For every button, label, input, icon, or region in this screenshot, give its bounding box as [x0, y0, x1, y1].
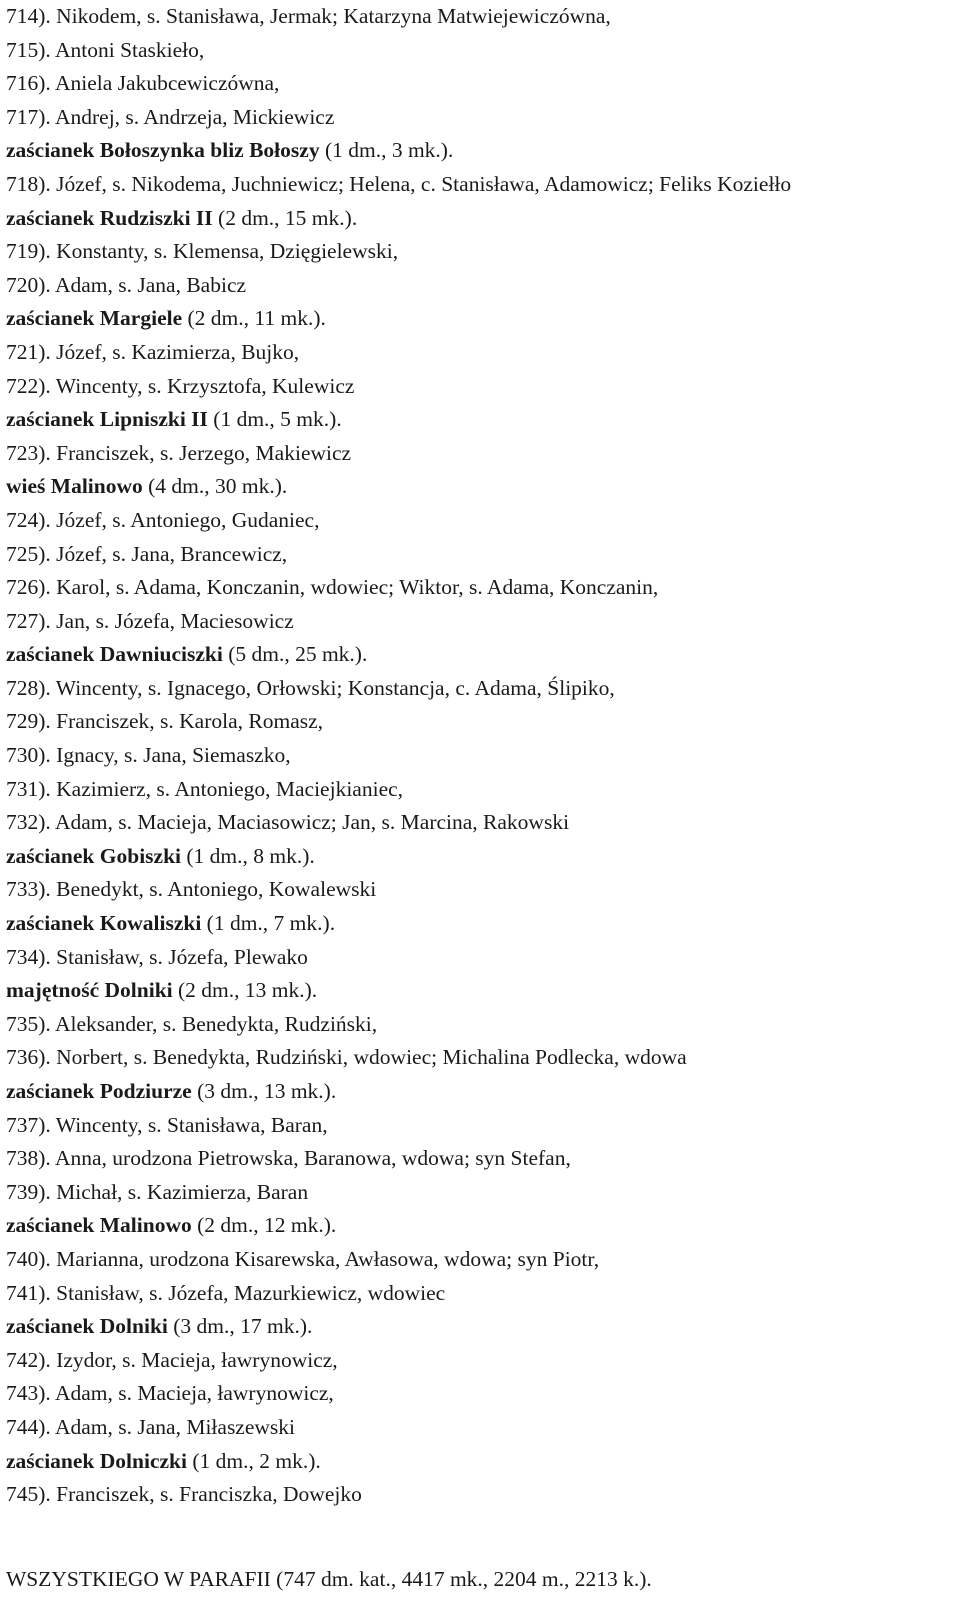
entry-text: 728). Wincenty, s. Ignacego, Orłowski; Konstancja, c. Adama, Ślipiko,: [6, 675, 615, 700]
settlement-line: [6, 974, 951, 1008]
settlement-counts: (4 dm., 30 mk.).: [142, 474, 288, 499]
entry-line: [6, 806, 951, 840]
entry-text: 739). Michał, s. Kazimierza, Baran: [6, 1179, 309, 1204]
entry-line: [6, 504, 951, 538]
settlement-counts: (1 dm., 3 mk.).: [319, 138, 454, 163]
settlement-name: zaścianek Rudziszki II: [6, 205, 213, 230]
settlement-line: [6, 638, 951, 672]
settlement-line: [6, 907, 951, 941]
entry-line: [6, 269, 951, 303]
entry-text: 742). Izydor, s. Macieja, ławrynowicz,: [6, 1347, 338, 1372]
entry-text: 726). Karol, s. Adama, Konczanin, wdowiec; Wiktor, s. Adama, Konczanin,: [6, 575, 659, 600]
settlement-name: majętność Dolniki: [6, 978, 173, 1003]
entry-text: 720). Adam, s. Jana, Babicz: [6, 272, 247, 297]
settlement-counts: (2 dm., 12 mk.).: [191, 1213, 337, 1238]
settlement-name: zaścianek Margiele: [6, 306, 183, 331]
settlement-name: zaścianek Dolniczki: [6, 1448, 187, 1473]
entry-line: [6, 705, 951, 739]
settlement-name: zaścianek Gobiszki: [6, 843, 182, 868]
entry-text: 741). Stanisław, s. Józefa, Mazurkiewicz, wdowiec: [6, 1280, 446, 1305]
settlement-line: [6, 302, 951, 336]
entry-line: [6, 0, 951, 34]
entry-text: 738). Anna, urodzona Pietrowska, Baranowa, wdowa; syn Stefan,: [6, 1146, 571, 1171]
entry-line: [6, 1176, 951, 1210]
entry-line: [6, 235, 951, 269]
entry-line: [6, 67, 951, 101]
entry-text: 714). Nikodem, s. Stanisława, Jermak; Katarzyna Matwiejewiczówna,: [6, 4, 611, 28]
entry-line: [6, 1109, 951, 1143]
entry-line: [6, 34, 951, 68]
entry-text: 723). Franciszek, s. Jerzego, Makiewicz: [6, 440, 352, 465]
entry-text: 729). Franciszek, s. Karola, Romasz,: [6, 709, 324, 734]
settlement-counts: (2 dm., 15 mk.).: [212, 205, 358, 230]
entry-text: 718). Józef, s. Nikodema, Juchniewicz; Helena, c. Stanisława, Adamowicz; Feliks Koziełło: [6, 171, 792, 196]
entry-text: 732). Adam, s. Macieja, Maciasowicz; Jan, s. Marcina, Rakowski: [6, 810, 570, 835]
entry-line: [6, 571, 951, 605]
settlement-line: [6, 470, 951, 504]
entry-text: 733). Benedykt, s. Antoniego, Kowalewski: [6, 877, 377, 902]
settlement-counts: (3 dm., 13 mk.).: [191, 1079, 337, 1103]
settlement-name: zaścianek Bołoszynka bliz Bołoszy: [6, 138, 320, 163]
settlement-name: zaścianek Kowaliszki: [6, 911, 202, 936]
entry-text: 737). Wincenty, s. Stanisława, Baran,: [6, 1112, 328, 1137]
settlement-line: [6, 840, 951, 874]
entry-line: [6, 538, 951, 572]
entry-line: [6, 1008, 951, 1042]
entry-line: [6, 739, 951, 773]
entry-line: [6, 941, 951, 975]
settlement-counts: (2 dm., 13 mk.).: [172, 978, 318, 1003]
entry-line: [6, 1478, 951, 1512]
entry-text: 740). Marianna, urodzona Kisarewska, Awłasowa, wdowa; syn Piotr,: [6, 1246, 600, 1271]
settlement-counts: (1 dm., 2 mk.).: [186, 1448, 321, 1473]
entry-text: 724). Józef, s. Antoniego, Gudaniec,: [6, 507, 320, 532]
settlement-name: zaścianek Dolniki: [6, 1314, 168, 1339]
entry-line: [6, 1041, 951, 1075]
entry-text: 717). Andrej, s. Andrzeja, Mickiewicz: [6, 104, 335, 129]
entry-line: [6, 336, 951, 370]
settlement-line: [6, 202, 951, 236]
entry-line: [6, 437, 951, 471]
entry-text: 734). Stanisław, s. Józefa, Plewako: [6, 944, 308, 969]
settlement-line: [6, 134, 951, 168]
settlement-name: zaścianek Malinowo: [6, 1213, 192, 1238]
settlement-name: zaścianek Dawniuciszki: [6, 642, 223, 667]
settlement-line: [6, 1209, 951, 1243]
entry-text: 715). Antoni Staskieło,: [6, 37, 205, 62]
entry-line: [6, 1411, 951, 1445]
settlement-counts: (1 dm., 5 mk.).: [207, 407, 342, 432]
settlement-name: zaścianek Podziurze: [6, 1079, 192, 1103]
entry-line: [6, 605, 951, 639]
settlement-name: zaścianek Lipniszki II: [6, 407, 208, 432]
settlement-line: [6, 403, 951, 437]
entry-line: [6, 873, 951, 907]
entry-line: [6, 1377, 951, 1411]
entry-line: [6, 101, 951, 135]
entry-line: [6, 370, 951, 404]
entry-text: 722). Wincenty, s. Krzysztofa, Kulewicz: [6, 373, 355, 398]
entry-text: 727). Jan, s. Józefa, Maciesowicz: [6, 608, 294, 633]
settlement-counts: (2 dm., 11 mk.).: [182, 306, 326, 331]
entry-line: [6, 773, 951, 807]
settlement-counts: (1 dm., 7 mk.).: [201, 911, 336, 936]
entry-text: 731). Kazimierz, s. Antoniego, Maciejkianiec,: [6, 776, 404, 801]
entry-line: [6, 1243, 951, 1277]
entry-line: [6, 672, 951, 706]
document-body: [6, 0, 951, 1512]
entry-text: 736). Norbert, s. Benedykta, Rudziński, wdowiec; Michalina Podlecka, wdowa: [6, 1045, 687, 1070]
entry-text: 725). Józef, s. Jana, Brancewicz,: [6, 541, 288, 566]
settlement-counts: (5 dm., 25 mk.).: [222, 642, 368, 667]
settlement-line: [6, 1445, 951, 1479]
entry-line: [6, 1344, 951, 1378]
settlement-line: [6, 1075, 951, 1109]
settlement-line: [6, 1310, 951, 1344]
entry-text: 721). Józef, s. Kazimierza, Bujko,: [6, 339, 300, 364]
entry-line: [6, 1142, 951, 1176]
entry-text: 716). Aniela Jakubcewiczówna,: [6, 71, 280, 96]
entry-text: 743). Adam, s. Macieja, ławrynowicz,: [6, 1381, 334, 1406]
settlement-counts: (1 dm., 8 mk.).: [181, 843, 315, 868]
entry-line: [6, 168, 951, 202]
entry-text: 730). Ignacy, s. Jana, Siemaszko,: [6, 743, 291, 768]
entry-text: 745). Franciszek, s. Franciszka, Dowejko: [6, 1482, 362, 1507]
parish-summary: WSZYSTKIEGO W PARAFII (747 dm. kat., 4417 mk., 2204 m., 2213 k.).: [6, 1567, 652, 1591]
entry-text: 735). Aleksander, s. Benedykta, Rudziński,: [6, 1011, 378, 1036]
entry-text: 719). Konstanty, s. Klemensa, Dzięgielewski,: [6, 239, 399, 264]
entry-line: [6, 1277, 951, 1311]
settlement-name: wieś Malinowo: [6, 474, 143, 499]
entry-text: 744). Adam, s. Jana, Miłaszewski: [6, 1414, 296, 1439]
settlement-counts: (3 dm., 17 mk.).: [167, 1314, 313, 1339]
